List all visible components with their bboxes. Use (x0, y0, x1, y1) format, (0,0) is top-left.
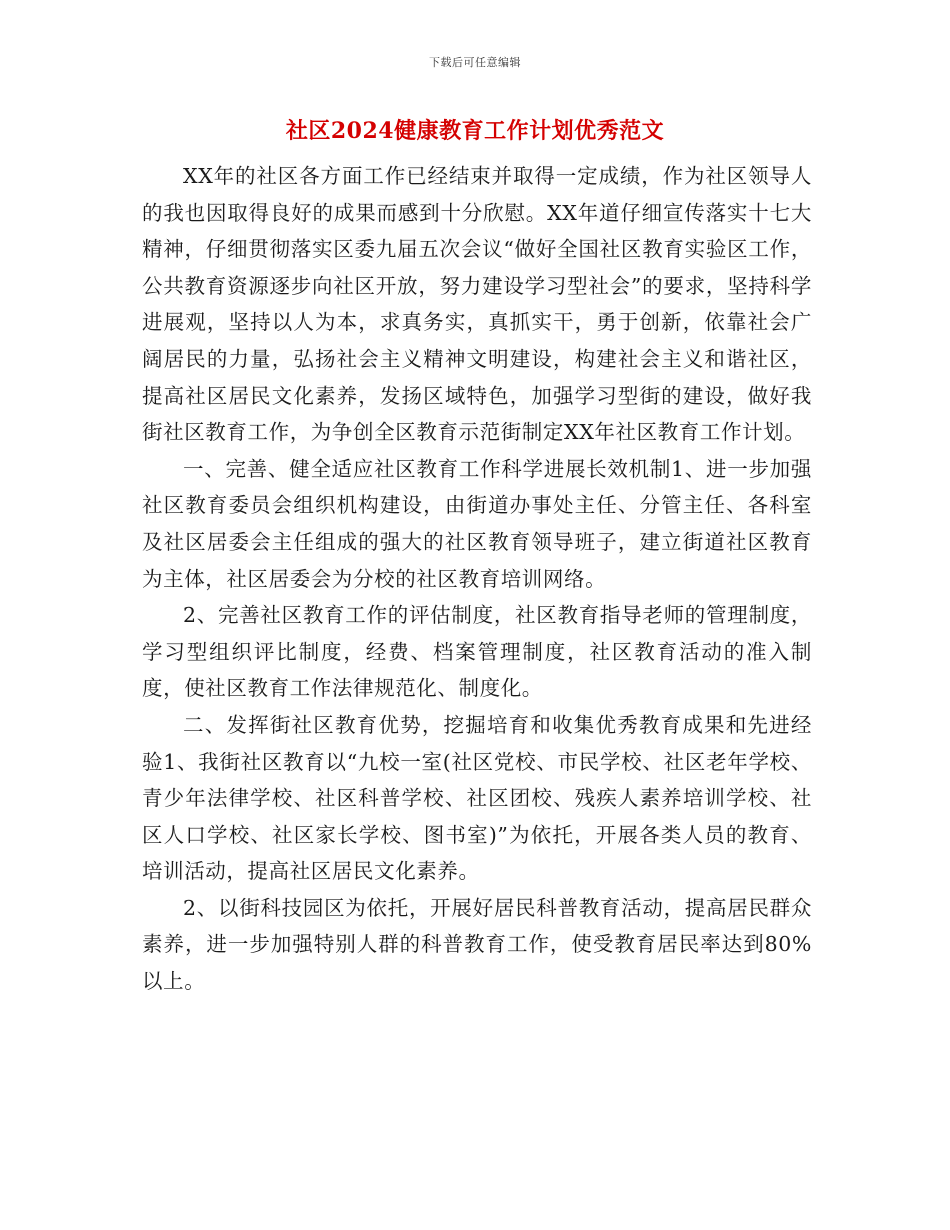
document-body (142, 158, 812, 1000)
header-note: 下载后可任意编辑 (429, 56, 521, 69)
paragraph: XX年的社区各方面工作已经结束并取得一定成绩，作为社区领导人的我也因取得良好的成果而感到十分欣慰。XX年道仔细宣传落实十七大精神，仔细贯彻落实区委九届五次会议“做好全国社区教育实验区工作，公共教育资源逐步向社区开放，努力建设学习型社会”的要求，坚持科学进展观，坚持以人为本，求真务实，真抓实干，勇于创新，依靠社会广阔居民的力量，弘扬社会主义精神文明建设，构建社会主义和谐社区，提高社区居民文化素养，发扬区域特色，加强学习型街的建设，做好我街社区教育工作，为争创全区教育示范街制定XX年社区教育工作计划。 (142, 164, 812, 445)
paragraph: 二、发挥街社区教育优势，挖掘培育和收集优秀教育成果和先进经验1、我街社区教育以“九校一室(社区党校、市民学校、社区老年学校、青少年法律学校、社区科普学校、社区团校、残疾人素养培训学校、社区人口学校、社区家长学校、图书室)”为依托，开展各类人员的教育、培训活动，提高社区居民文化素养。 (142, 712, 812, 884)
paragraph: 2、完善社区教育工作的评估制度，社区教育指导老师的管理制度，学习型组织评比制度，经费、档案管理制度，社区教育活动的准入制度，使社区教育工作法律规范化、制度化。 (142, 603, 812, 701)
paragraph: 2、以街科技园区为依托，开展好居民科普教育活动，提高居民群众素养，进一步加强特别人群的科普教育工作，使受教育居民率达到80%以上。 (142, 895, 812, 994)
document-title: 社区2024健康教育工作计划优秀范文 (285, 118, 665, 144)
paragraph: 一、完善、健全适应社区教育工作科学进展长效机制1、进一步加强社区教育委员会组织机构建设，由街道办事处主任、分管主任、各科室及社区居委会主任组成的强大的社区教育领导班子，建立街道社区教育为主体，社区居委会为分校的社区教育培训网络。 (142, 456, 812, 591)
